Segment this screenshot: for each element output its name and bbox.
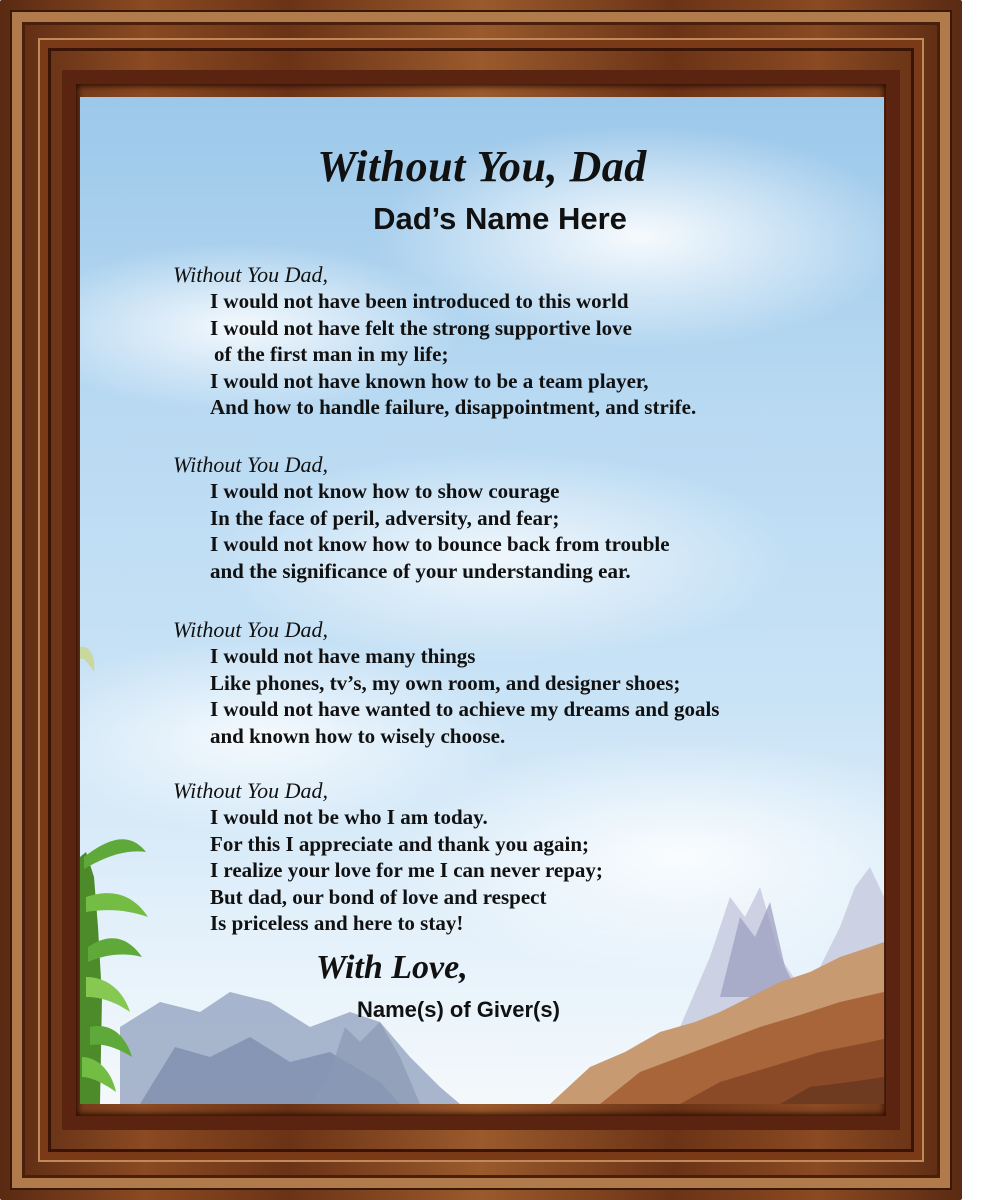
stanza-1 (173, 262, 696, 421)
poem-line: I would not have many things (210, 644, 476, 668)
stanza-2 (173, 452, 670, 584)
poem-line: But dad, our bond of love and respect (210, 884, 547, 909)
stanza-3 (173, 617, 719, 749)
stanza-heading: Without You Dad, (173, 452, 329, 477)
poem-line: For this I appreciate and thank you again; (210, 831, 590, 856)
poem-line: I would not know how to show courage (210, 479, 560, 503)
poem-line: I would not have felt the strong supportive love (210, 315, 632, 340)
poem-line: of the first man in my life; (214, 342, 449, 366)
stanza-heading: Without You Dad, (173, 617, 329, 642)
poem-line: I would not have known how to be a team player, (210, 368, 649, 393)
stanza-heading: Without You Dad, (173, 262, 329, 287)
poem-line: and the significance of your understanding ear. (210, 558, 631, 583)
poem-line: Is priceless and here to stay! (210, 911, 464, 935)
poem-title: Without You, Dad (317, 142, 647, 191)
poem-line: I realize your love for me I can never repay; (210, 858, 603, 882)
poem-line: I would not be who I am today. (210, 805, 488, 829)
poem-line: And how to handle failure, disappointment, and strife. (210, 395, 697, 419)
poem-line: and known how to wisely choose. (210, 723, 506, 748)
poem-line: I would not know how to bounce back from trouble (210, 532, 670, 556)
poem-line: Like phones, tv’s, my own room, and designer shoes; (210, 670, 681, 695)
closing-salutation: With Love, (316, 949, 468, 986)
poem-line: In the face of peril, adversity, and fear; (210, 505, 560, 530)
poem-canvas (80, 97, 884, 1104)
dad-name-placeholder: Dad’s Name Here (373, 201, 627, 236)
mountain-scenery (80, 97, 884, 1104)
stanza-heading: Without You Dad, (173, 778, 329, 803)
poem-line: I would not have been introduced to this world (210, 289, 629, 313)
giver-name-placeholder: Name(s) of Giver(s) (357, 997, 560, 1022)
poem-line: I would not have wanted to achieve my dreams and goals (210, 697, 720, 721)
stanza-4 (173, 778, 603, 937)
